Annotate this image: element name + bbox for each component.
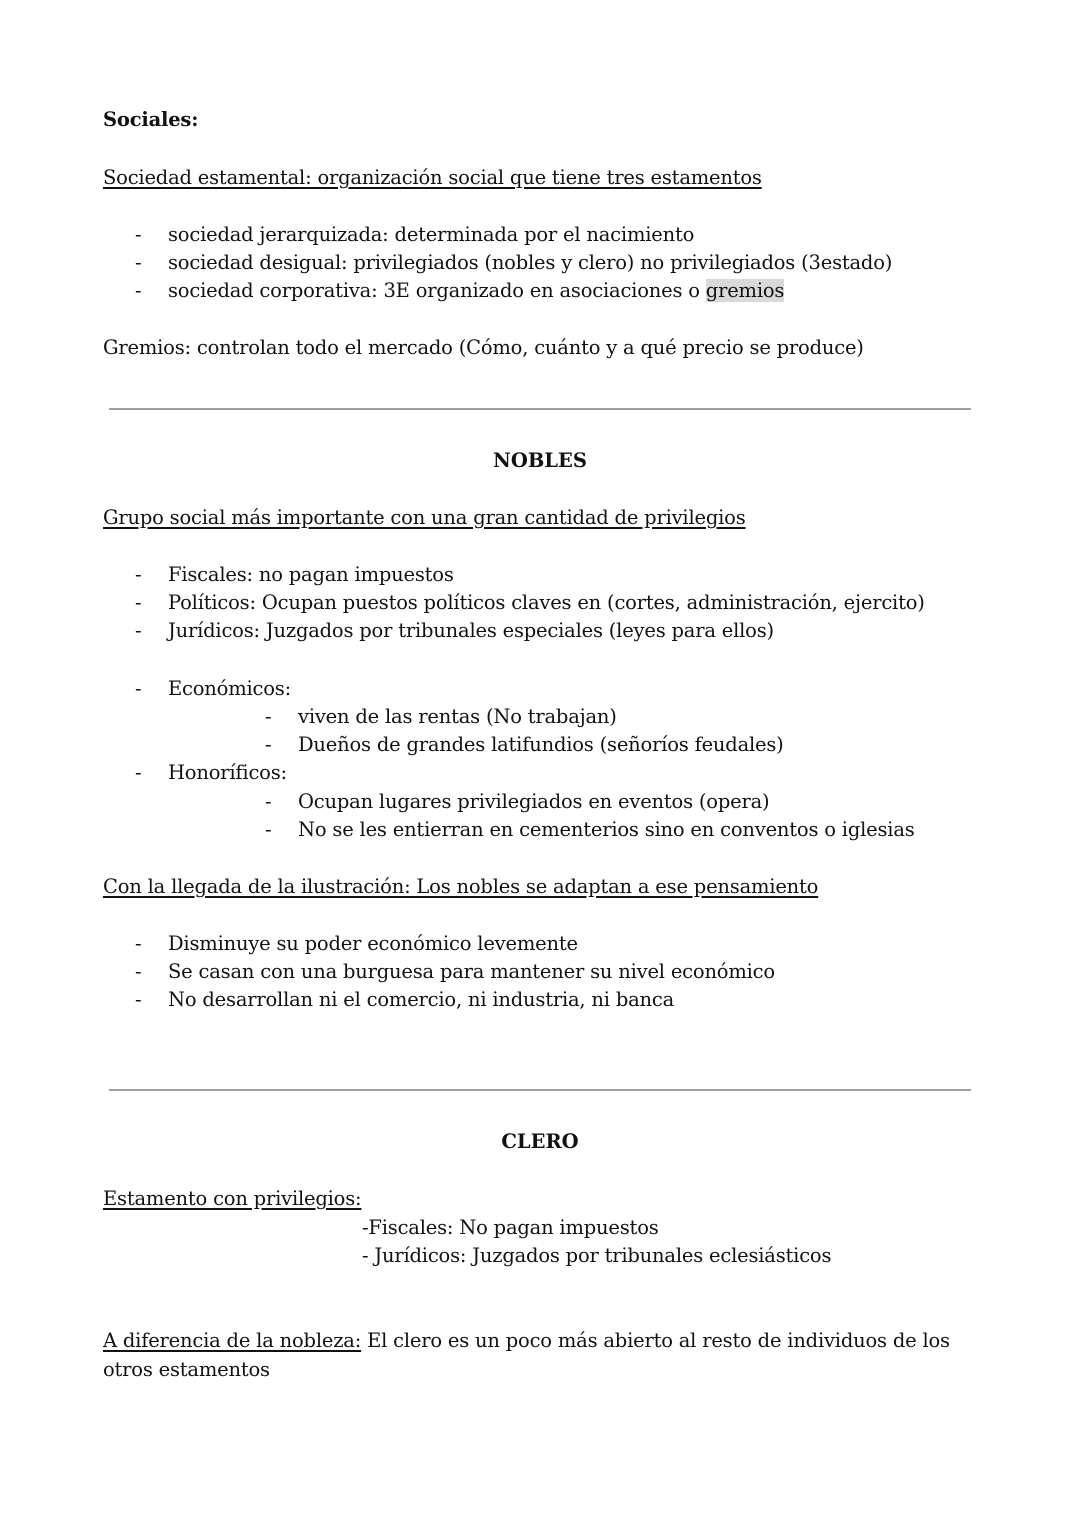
bullet-dash: - (135, 960, 142, 983)
list-item-text: Jurídicos: Juzgados por tribunales especiales (leyes para ellos) (168, 619, 774, 642)
list-item-text (168, 277, 784, 305)
bullet-dash: - (135, 223, 142, 246)
sub-list-item-text: viven de las rentas (No trabajan) (298, 705, 617, 728)
list-item-text: sociedad jerarquizada: determinada por el nacimiento (168, 223, 695, 246)
bullet-dash: - (265, 790, 272, 813)
list-item-text: sociedad desigual: privilegiados (nobles y clero) no privilegiados (3estado) (168, 251, 893, 274)
nobles-title: NOBLES (493, 449, 587, 472)
list-item-text: Disminuye su poder económico levemente (168, 932, 578, 955)
clero-privileges-heading: Estamento con privilegios: (103, 1187, 362, 1210)
list-item-text: Se casan con una burguesa para mantener su nivel económico (168, 960, 775, 983)
bullet-dash: - (135, 279, 142, 302)
sub-list-item-text: Ocupan lugares privilegiados en eventos (opera) (298, 790, 770, 813)
bullet-dash: - (135, 591, 142, 614)
sociales-title: Sociales: (103, 108, 199, 131)
sub-list-item-text: Dueños de grandes latifundios (señoríos feudales) (298, 733, 784, 756)
nobles-definition: Grupo social más importante con una gran cantidad de privilegios (103, 506, 746, 529)
sub-list-item-text: No se les entierran en cementerios sino en conventos o iglesias (298, 818, 915, 841)
clero-difference (103, 1327, 950, 1355)
list-item-text: Económicos: (168, 677, 291, 700)
bullet-dash: - (135, 619, 142, 642)
bullet-dash: - (265, 733, 272, 756)
bullet-dash: - (135, 932, 142, 955)
list-item-text: No desarrollan ni el comercio, ni industria, ni banca (168, 988, 675, 1011)
ilustracion-heading: Con la llegada de la ilustración: Los nobles se adaptan a ese pensamiento (103, 875, 819, 898)
bullet-dash: - (135, 761, 142, 784)
list-item-text: Fiscales: no pagan impuestos (168, 563, 454, 586)
bullet-dash: - (135, 251, 142, 274)
clero-difference-text: El clero es un poco más abierto al resto de individuos de los (361, 1329, 950, 1352)
clero-privilege-item: -Fiscales: No pagan impuestos (362, 1216, 659, 1239)
section-divider (109, 1089, 971, 1091)
bullet-dash: - (265, 705, 272, 728)
list-item-text: Políticos: Ocupan puestos políticos claves en (cortes, administración, ejercito) (168, 591, 925, 614)
highlighted-word: gremios (705, 279, 785, 302)
clero-privilege-item: - Jurídicos: Juzgados por tribunales eclesiásticos (362, 1244, 832, 1267)
gremios-note: Gremios: controlan todo el mercado (Cómo, cuánto y a qué precio se produce) (103, 336, 864, 359)
clero-difference-label: A diferencia de la nobleza: (103, 1329, 362, 1352)
bullet-dash: - (135, 563, 142, 586)
section-divider (109, 408, 971, 410)
bullet-dash: - (265, 818, 272, 841)
list-item-text-part: sociedad corporativa: 3E organizado en asociaciones o (168, 279, 706, 302)
bullet-dash: - (135, 988, 142, 1011)
clero-title: CLERO (501, 1130, 579, 1153)
sociales-definition: Sociedad estamental: organización social que tiene tres estamentos (103, 166, 762, 189)
clero-difference-continuation: otros estamentos (103, 1358, 270, 1381)
list-item-text: Honoríficos: (168, 761, 287, 784)
bullet-dash: - (135, 677, 142, 700)
